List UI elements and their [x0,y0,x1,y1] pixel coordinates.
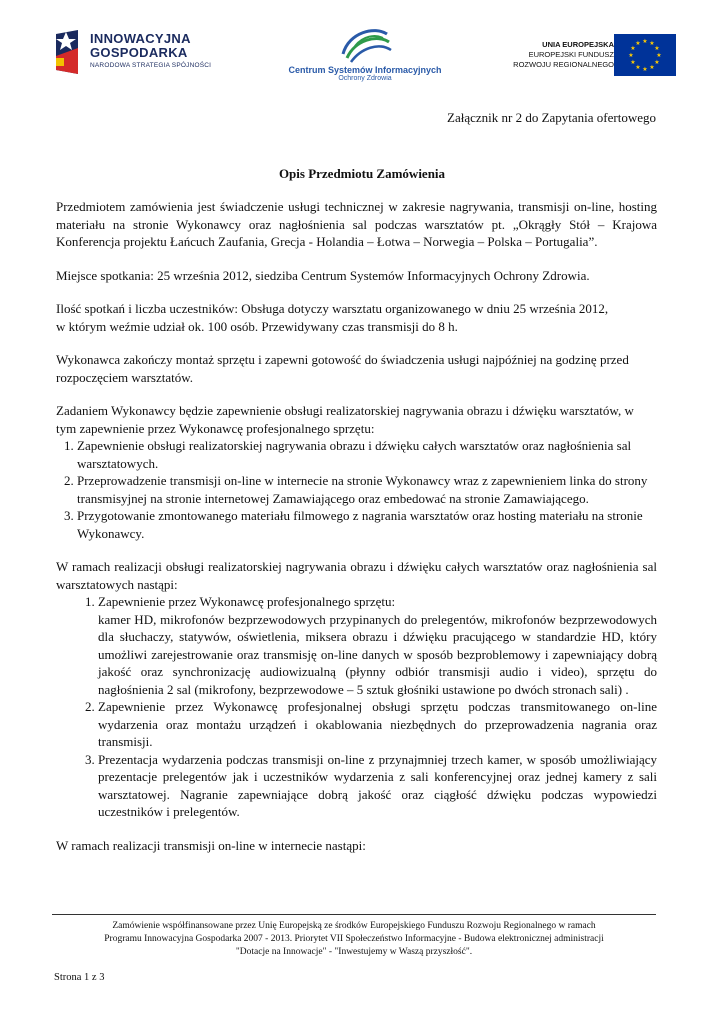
list-item: 1. Zapewnienie obsługi realizatorskiej nagrywania obrazu i dźwięku całych warsztatów oraz nagłośnienia sal warsztatowych. [77,437,657,472]
svg-text:★: ★ [649,64,655,71]
list-item [98,593,657,698]
ig-logo-line1: INNOWACYJNA [90,31,191,46]
paragraph-transmission: W ramach realizacji transmisji on-line w internecie nastąpi: [56,837,366,853]
ig-logo-icon [52,28,82,76]
eu-logo [490,34,676,78]
paragraph-subject: Przedmiotem zamówienia jest świadczenie usługi technicznej w zakresie nagrywania, transmisji on-line, hosting materiału na stronie Wykonawcy oraz nagłośnienia sal podczas warsztatów pt. „Okrągły Stół – Krajowa Konferencja projektu Łańcuch Zaufania, Grecja - Holandia – Łotwa – Norwegia – Polska – Portugalia”. [56,199,657,249]
svg-text:★: ★ [654,59,660,66]
page-header [0,0,724,110]
csioz-logo [280,24,450,90]
ig-logo-line3: NARODOWA STRATEGIA SPÓJNOŚCI [90,62,212,69]
csioz-swirl-icon [335,24,395,64]
participants-line2: w którym weźmie udział ok. 100 osób. Przewidywany czas transmisji do 8 h. [56,318,458,334]
eu-logo-line1: UNIA EUROPEJSKA [542,40,614,49]
svg-text:★: ★ [654,45,660,52]
svg-text:★: ★ [630,59,636,66]
eu-flag-icon [614,34,676,76]
innowacyjna-gospodarka-logo [52,28,222,80]
svg-text:★: ★ [656,52,662,59]
eu-logo-line2: EUROPEJSKI FUNDUSZ [528,50,614,59]
svg-text:★: ★ [628,52,634,59]
list-item-text: Zapewnienie przez Wykonawcę profesjonalnego sprzętu: [98,594,396,609]
task-list [56,437,657,542]
page-number: Strona 1 z 3 [54,972,105,983]
paragraph-tasks: Zadaniem Wykonawcy będzie zapewnienie obsługi realizatorskiej nagrywania obrazu i dźwięku warsztatów, w tym zapewnienie przez Wykonawcę profesjonalnego sprzętu: [56,403,634,436]
recording-list [56,593,657,821]
svg-text:★: ★ [630,45,636,52]
eu-logo-line3: ROZWOJU REGIONALNEGO [513,60,614,69]
footer-divider [52,914,656,915]
paragraph-recording: W ramach realizacji obsługi realizatorskiej nagrywania obrazu i dźwięku całych warsztatów oraz nagłośnienia sal warsztatowych nastąpi: [56,559,657,592]
svg-text:★: ★ [635,64,641,71]
csioz-logo-line1: Centrum Systemów Informacyjnych [288,65,442,75]
annex-label: Załącznik nr 2 do Zapytania ofertowego [447,110,656,125]
document-title: Opis Przedmiotu Zamówienia [278,166,446,181]
svg-text:★: ★ [642,38,648,45]
ig-logo-line2: GOSPODARKA [90,45,188,60]
paragraph-participants [56,300,657,335]
footer-line2: Programu Innowacyjna Gospodarka 2007 - 2013. Priorytet VII Społeczeństwo Informacyjne - Budowa elektronicznej administracji [104,934,604,944]
document-body [56,198,657,870]
list-item: 2. Przeprowadzenie transmisji on-line w internecie na stronie Wykonawcy wraz z zapewnieniem linka do strony transmisyjnej na stronie internetowej Zamawiającego oraz embedować na stronie Zamawiającego. [77,472,657,507]
svg-text:★: ★ [642,66,648,73]
footer-line3: "Dotacje na Innowacje" - "Inwestujemy w Waszą przyszłość". [235,947,473,957]
svg-text:★: ★ [635,40,641,47]
list-item: 3. Przygotowanie zmontowanego materiału filmowego z nagrania warsztatów oraz hosting materiału na stronie Wykonawcy. [77,507,657,542]
list-item: 3. Prezentacja wydarzenia podczas transmisji on-line z przynajmniej trzech kamer, w sposób umożliwiający prezentacje prelegentów jak i uczestników wydarzenia z sali konferencyjnej oraz jednej kamery z sali warsztatowej. Nagranie zapewniające dobrą jakość oraz ciągłość dźwięku podczas wypowiedzi uczestników i prelegentów. [98,751,657,821]
svg-text:★: ★ [649,40,655,47]
paragraph-setup: Wykonawca zakończy montaż sprzętu i zapewni gotowość do świadczenia usługi najpóźniej na godzinę przed rozpoczęciem warsztatów. [56,352,629,385]
list-item: 2. Zapewnienie przez Wykonawcę profesjonalnej obsługi sprzętu podczas transmitowanego on-line wydarzenia oraz montażu urządzeń i okablowania niezbędnych do przeprowadzenia nagrania oraz transmisji. [98,698,657,751]
equipment-detail: kamer HD, mikrofonów bezprzewodowych przypinanych do prelegentów, mikrofonów bezprzewodowych dla słuchaczy, statywów, oświetlenia, miksera obrazu i dźwięku pracującego w standardzie HD, który umożliwi zarejestrowanie oraz transmisję on-line danych w sposób bezproblemowy i zapewniający dobrą jakość oraz synchronizację audiowizualną (płynny odbiór transmisji audio i video), sprzętu do nagłośnienia 2 sal (mikrofony, bezprzewodowe – 5 sztuk głośniki ustawione po dwóch stronach sali) . [98,611,657,697]
csioz-logo-line2: Ochrony Zdrowia [338,75,392,82]
page-footer [52,920,656,959]
footer-line1: Zamówienie współfinansowane przez Unię Europejską ze środków Europejskiego Funduszu Rozwoju Regionalnego w ramach [112,921,596,931]
participants-line1: Ilość spotkań i liczba uczestników: Obsługa dotyczy warsztatu organizowanego w dniu 25 września 2012, [56,301,609,316]
paragraph-location: Miejsce spotkania: 25 września 2012, siedziba Centrum Systemów Informacyjnych Ochrony Zdrowia. [56,267,590,283]
